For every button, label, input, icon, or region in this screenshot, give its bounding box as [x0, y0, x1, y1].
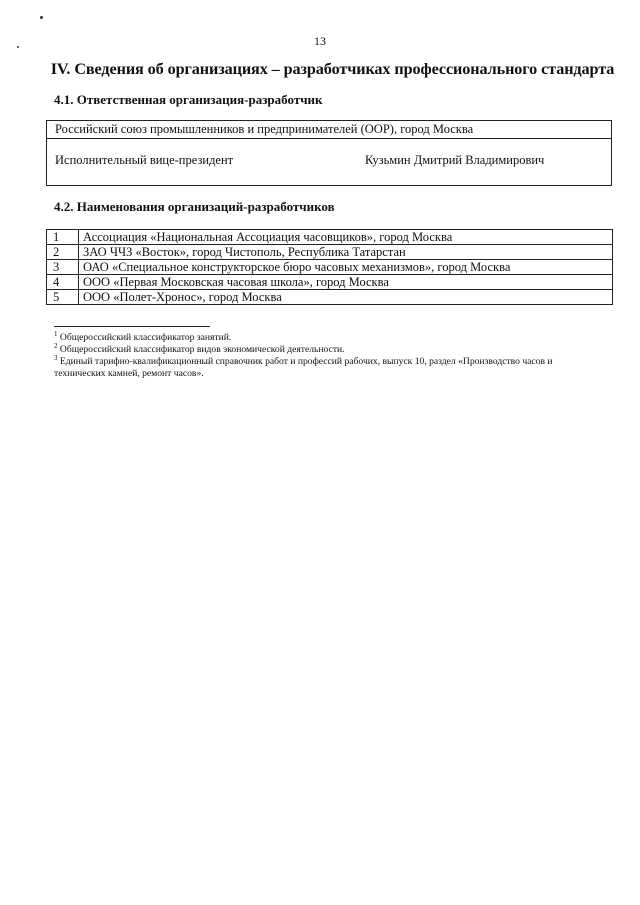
developers-heading: 4.2. Наименования организаций-разработчиков: [54, 199, 335, 214]
table-row: [47, 290, 613, 305]
row-number: 3: [47, 260, 79, 275]
responsible-position: Исполнительный вице-президент: [55, 153, 234, 167]
footnote-mark: 2: [54, 341, 58, 350]
organization-name: ООО «Первая Московская часовая школа», город Москва: [79, 275, 613, 290]
table-row: [47, 275, 613, 290]
developers-table: [46, 229, 613, 305]
page-number: 13: [314, 34, 326, 48]
footnote: [54, 353, 594, 380]
organization-name: ОАО «Специальное конструкторское бюро часовых механизмов», город Москва: [79, 260, 613, 275]
table-row: [47, 245, 613, 260]
table-row: [47, 260, 613, 275]
footnote: [54, 329, 594, 344]
responsible-person: Кузьмин Дмитрий Владимирович: [365, 153, 545, 167]
footnote-text: Единый тарифно-квалификационный справочник работ и профессий рабочих, выпуск 10, раздел «Производство часов и технических камней, ремонт часов».: [54, 356, 553, 379]
organization-name: ЗАО ЧЧЗ «Восток», город Чистополь, Республика Татарстан: [79, 245, 613, 260]
row-number: 4: [47, 275, 79, 290]
footnote-text: Общероссийский классификатор видов экономической деятельности.: [59, 344, 345, 355]
responsible-organization-table: [46, 120, 612, 186]
responsible-organization-name: Российский союз промышленников и предпринимателей (ООР), город Москва: [47, 121, 611, 139]
footnote-mark: 1: [54, 329, 58, 338]
footnote-mark: 3: [54, 353, 58, 362]
table-row: [47, 230, 613, 245]
row-number: 5: [47, 290, 79, 305]
section-title: IV. Сведения об организациях – разработчиках профессионального стандарта: [50, 60, 615, 78]
footnotes: [54, 329, 594, 380]
organization-name: Ассоциация «Национальная Ассоциация часовщиков», город Москва: [79, 230, 613, 245]
footnote: [54, 341, 594, 356]
footnote-divider: [54, 326, 210, 327]
scan-speck: [40, 16, 43, 19]
organization-name: ООО «Полет-Хронос», город Москва: [79, 290, 613, 305]
responsible-heading: 4.1. Ответственная организация-разработчик: [54, 92, 323, 107]
row-number: 1: [47, 230, 79, 245]
row-number: 2: [47, 245, 79, 260]
footnote-text: Общероссийский классификатор занятий.: [59, 332, 232, 343]
